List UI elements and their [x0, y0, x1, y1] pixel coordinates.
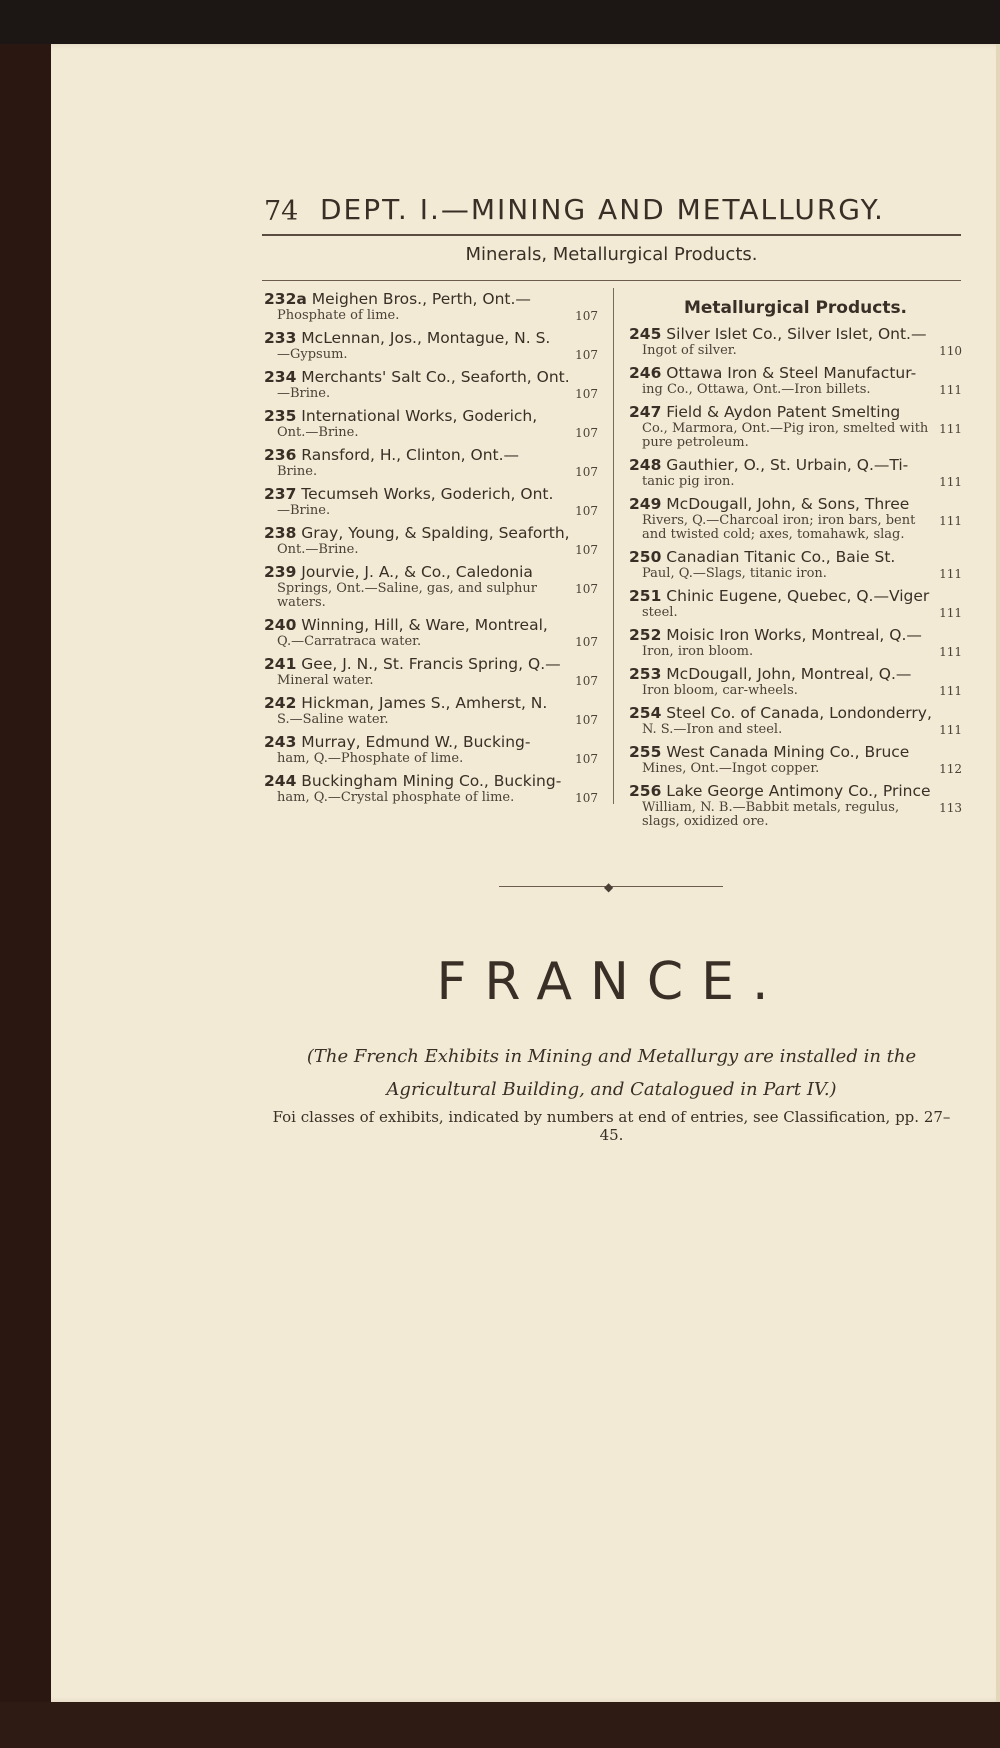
catalogue-entry — [629, 495, 962, 542]
catalogue-entry — [264, 694, 598, 727]
entry-number: 244 — [264, 772, 297, 790]
section-subtitle: Minerals, Metallurgical Products. — [465, 244, 758, 265]
entry-number: 256 — [629, 782, 662, 800]
entry-heading — [629, 364, 962, 383]
entry-description — [264, 635, 598, 649]
entry-number: 240 — [264, 616, 297, 634]
entry-description — [629, 762, 962, 776]
page-reference: 107 — [575, 543, 598, 557]
description-text: Iron, iron bloom. — [642, 644, 754, 659]
exhibitor-name: Murray, Edmund W., Bucking- — [301, 733, 531, 751]
description-text: Brine. — [277, 464, 318, 479]
exhibitor-name: Gee, J. N., St. Francis Spring, Q.— — [301, 655, 561, 673]
subtitle-rule — [262, 280, 961, 281]
entry-heading — [264, 407, 598, 426]
catalogue-entry — [629, 587, 962, 620]
description-text: Paul, Q.—Slags, titanic iron. — [642, 566, 827, 581]
entry-heading — [264, 290, 598, 309]
entry-heading — [264, 772, 598, 791]
page-reference: 111 — [939, 422, 962, 436]
description-text: S.—Saline water. — [277, 712, 389, 727]
catalogue-entry — [629, 704, 962, 737]
catalogue-entry — [629, 456, 962, 489]
exhibitor-name: International Works, Goderich, — [301, 407, 538, 425]
page-edge — [996, 44, 1000, 1702]
scan-bottom-border — [0, 1702, 1000, 1748]
catalogue-entry — [629, 665, 962, 698]
exhibitor-name: Chinic Eugene, Quebec, Q.—Viger — [666, 587, 930, 605]
exhibitor-name: Merchants' Salt Co., Seaforth, Ont. — [301, 368, 570, 386]
page-reference: 113 — [939, 801, 962, 815]
entry-number: 252 — [629, 626, 662, 644]
entry-heading — [264, 485, 598, 504]
description-text: Ont.—Brine. — [277, 425, 359, 440]
exhibitor-name: Silver Islet Co., Silver Islet, Ont.— — [666, 325, 927, 343]
page-reference: 107 — [575, 713, 598, 727]
catalogue-entry — [629, 403, 962, 450]
description-text: Rivers, Q.—Charcoal iron; iron bars, bent and twisted cold; axes, tomahawk, slag. — [642, 513, 916, 542]
entry-number: 246 — [629, 364, 662, 382]
header-rule — [262, 234, 961, 236]
france-note: (The French Exhibits in Mining and Metallurgy are installed in the Agricultural Building, and Catalogued in Part IV.) — [306, 1046, 917, 1100]
entry-description — [264, 674, 598, 688]
catalogue-entry — [629, 325, 962, 358]
page-reference: 107 — [575, 504, 598, 518]
description-text: Mineral water. — [277, 673, 374, 688]
scan-top-border — [0, 0, 1000, 44]
exhibitor-name: McDougall, John, & Sons, Three — [666, 495, 910, 513]
exhibitor-name: Jourvie, J. A., & Co., Caledonia — [301, 563, 533, 581]
entry-description — [264, 752, 598, 766]
entry-description — [264, 713, 598, 727]
entry-heading — [264, 446, 598, 465]
entry-number: 251 — [629, 587, 662, 605]
entry-description — [264, 465, 598, 479]
page-reference: 111 — [939, 606, 962, 620]
entry-number: 235 — [264, 407, 297, 425]
entry-number: 247 — [629, 403, 662, 421]
catalogue-entry — [264, 407, 598, 440]
classification-note: Foi classes of exhibits, indicated by numbers at end of entries, see Classification, pp. 27–45. — [272, 1108, 951, 1144]
page-reference: 111 — [939, 475, 962, 489]
exhibitor-name: Ransford, H., Clinton, Ont.— — [301, 446, 520, 464]
entry-description — [264, 543, 598, 557]
entry-number: 242 — [264, 694, 297, 712]
entry-description — [264, 387, 598, 401]
entry-description — [264, 309, 598, 323]
exhibitor-name: Gauthier, O., St. Urbain, Q.—Ti- — [666, 456, 909, 474]
entry-description — [629, 801, 962, 829]
catalogue-entry — [629, 364, 962, 397]
entry-heading — [629, 587, 962, 606]
entry-number: 236 — [264, 446, 297, 464]
exhibitor-name: West Canada Mining Co., Bruce — [666, 743, 910, 761]
entry-heading — [264, 694, 598, 713]
entry-number: 238 — [264, 524, 297, 542]
description-text: —Brine. — [277, 386, 331, 401]
exhibitor-name: McDougall, John, Montreal, Q.— — [666, 665, 912, 683]
entry-heading — [264, 616, 598, 635]
entry-heading — [264, 524, 598, 543]
exhibitor-name: Meighen Bros., Perth, Ont.— — [311, 290, 531, 308]
exhibitor-name: McLennan, Jos., Montague, N. S. — [301, 329, 551, 347]
page-reference: 107 — [575, 791, 598, 805]
entry-description — [264, 504, 598, 518]
entry-description — [629, 383, 962, 397]
description-text: Co., Marmora, Ont.—Pig iron, smelted with pure petroleum. — [642, 421, 929, 450]
left-column — [264, 290, 598, 811]
entry-heading — [629, 403, 962, 422]
entry-description — [629, 422, 962, 450]
entry-heading — [629, 325, 962, 344]
column-divider — [613, 288, 614, 804]
entry-number: 232a — [264, 290, 307, 308]
entry-description — [264, 348, 598, 362]
exhibitor-name: Winning, Hill, & Ware, Montreal, — [301, 616, 548, 634]
catalogue-entry — [264, 733, 598, 766]
page-reference: 107 — [575, 387, 598, 401]
description-text: —Gypsum. — [277, 347, 348, 362]
entry-description — [629, 723, 962, 737]
description-text: Mines, Ont.—Ingot copper. — [642, 761, 820, 776]
page-reference: 107 — [575, 465, 598, 479]
entry-description — [629, 645, 962, 659]
catalogue-entry — [264, 524, 598, 557]
entry-number: 239 — [264, 563, 297, 581]
entry-number: 241 — [264, 655, 297, 673]
entry-heading — [264, 563, 598, 582]
description-text: ing Co., Ottawa, Ont.—Iron billets. — [642, 382, 871, 397]
entry-description — [629, 475, 962, 489]
description-text: ham, Q.—Phosphate of lime. — [277, 751, 464, 766]
entry-heading — [629, 665, 962, 684]
catalogue-entry — [264, 368, 598, 401]
description-text: Ont.—Brine. — [277, 542, 359, 557]
page-reference: 107 — [575, 309, 598, 323]
page-number: 74 — [264, 196, 299, 227]
exhibitor-name: Gray, Young, & Spalding, Seaforth, — [301, 524, 570, 542]
entry-description — [629, 344, 962, 358]
description-text: ham, Q.—Crystal phosphate of lime. — [277, 790, 515, 805]
description-text: Springs, Ont.—Saline, gas, and sulphur waters. — [277, 581, 537, 610]
ornament-diamond: ◆ — [604, 880, 614, 894]
page-reference: 110 — [939, 344, 962, 358]
entry-description — [629, 567, 962, 581]
entry-heading — [629, 495, 962, 514]
entry-number: 237 — [264, 485, 297, 503]
page-reference: 107 — [575, 635, 598, 649]
right-column — [629, 290, 962, 835]
catalogue-entry — [629, 548, 962, 581]
page-reference: 111 — [939, 567, 962, 581]
catalogue-entry — [629, 626, 962, 659]
page-reference: 107 — [575, 674, 598, 688]
exhibitor-name: Lake George Antimony Co., Prince — [666, 782, 931, 800]
entry-number: 255 — [629, 743, 662, 761]
entry-heading — [629, 626, 962, 645]
metallurgical-heading: Metallurgical Products. — [683, 298, 908, 318]
description-text: Q.—Carratraca water. — [277, 634, 422, 649]
page-reference: 112 — [939, 762, 962, 776]
exhibitor-name: Tecumseh Works, Goderich, Ont. — [301, 485, 554, 503]
catalogue-entry — [264, 616, 598, 649]
exhibitor-name: Steel Co. of Canada, Londonderry, — [666, 704, 932, 722]
exhibitor-name: Canadian Titanic Co., Baie St. — [666, 548, 896, 566]
exhibitor-name: Hickman, James S., Amherst, N. — [301, 694, 548, 712]
entry-number: 248 — [629, 456, 662, 474]
entry-number: 234 — [264, 368, 297, 386]
exhibitor-name: Buckingham Mining Co., Bucking- — [301, 772, 562, 790]
page-reference: 111 — [939, 645, 962, 659]
entry-description — [629, 606, 962, 620]
entry-heading — [264, 733, 598, 752]
page-reference: 107 — [575, 582, 598, 596]
exhibitor-name: Moisic Iron Works, Montreal, Q.— — [666, 626, 922, 644]
entry-number: 253 — [629, 665, 662, 683]
catalogue-entry — [264, 290, 598, 323]
description-text: —Brine. — [277, 503, 331, 518]
running-head: DEPT. I.—MINING AND METALLURGY. — [320, 193, 885, 226]
page-reference: 111 — [939, 383, 962, 397]
exhibitor-name: Ottawa Iron & Steel Manufactur- — [666, 364, 917, 382]
description-text: William, N. B.—Babbit metals, regulus, slags, oxidized ore. — [642, 800, 900, 829]
entry-description — [264, 426, 598, 440]
description-text: tanic pig iron. — [642, 474, 735, 489]
entry-heading — [264, 368, 598, 387]
catalogue-entry — [264, 772, 598, 805]
page-reference: 107 — [575, 426, 598, 440]
catalogue-entry — [629, 782, 962, 829]
entry-heading — [264, 329, 598, 348]
exhibitor-name: Field & Aydon Patent Smelting — [666, 403, 901, 421]
entry-number: 233 — [264, 329, 297, 347]
description-text: steel. — [642, 605, 678, 620]
catalogue-entry — [264, 485, 598, 518]
entry-number: 243 — [264, 733, 297, 751]
entry-number: 250 — [629, 548, 662, 566]
page-reference: 107 — [575, 348, 598, 362]
description-text: Phosphate of lime. — [277, 308, 400, 323]
entry-description — [629, 684, 962, 698]
description-text: N. S.—Iron and steel. — [642, 722, 783, 737]
entry-description — [264, 791, 598, 805]
entry-description — [629, 514, 962, 542]
catalogue-entry — [264, 563, 598, 610]
catalogue-entry — [264, 655, 598, 688]
entry-number: 245 — [629, 325, 662, 343]
page-reference: 107 — [575, 752, 598, 766]
page-reference: 111 — [939, 723, 962, 737]
entry-heading — [629, 743, 962, 762]
entry-heading — [629, 704, 962, 723]
catalogue-entry — [629, 743, 962, 776]
page-reference: 111 — [939, 684, 962, 698]
entry-heading — [629, 548, 962, 567]
entry-heading — [264, 655, 598, 674]
catalogue-entry — [264, 446, 598, 479]
france-heading: FRANCE. — [436, 952, 787, 1012]
description-text: Ingot of silver. — [642, 343, 737, 358]
entry-number: 254 — [629, 704, 662, 722]
catalogue-entry — [264, 329, 598, 362]
description-text: Iron bloom, car-wheels. — [642, 683, 798, 698]
entry-number: 249 — [629, 495, 662, 513]
page-reference: 111 — [939, 514, 962, 528]
entry-heading — [629, 456, 962, 475]
entry-heading — [629, 782, 962, 801]
entry-description — [264, 582, 598, 610]
